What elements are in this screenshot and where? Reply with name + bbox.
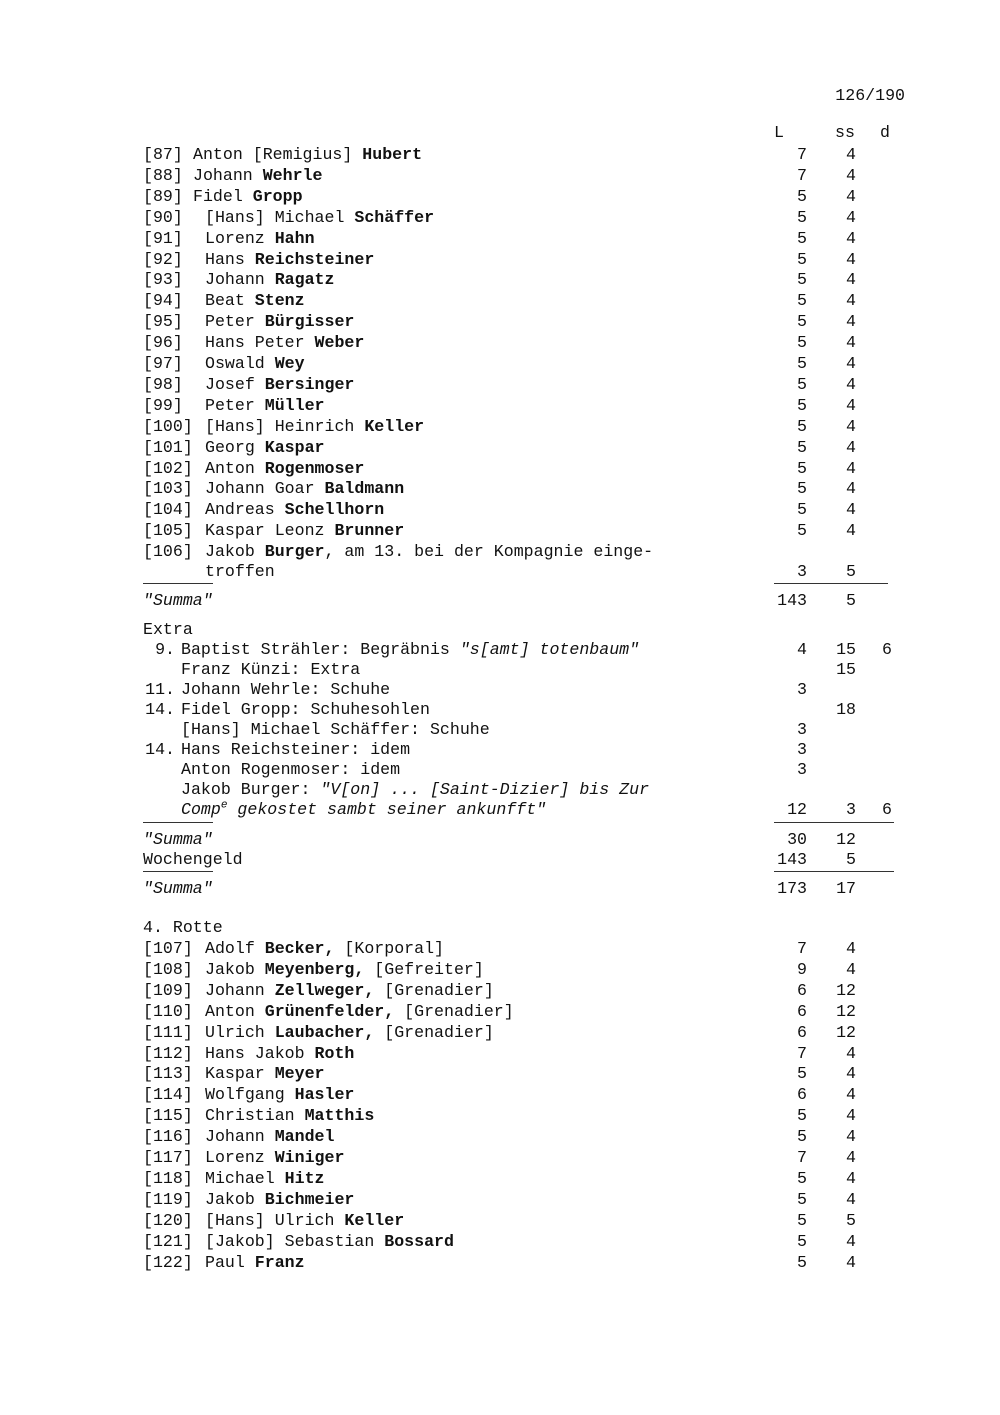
amount-l: 5 bbox=[797, 1252, 807, 1272]
amount-l: 5 bbox=[797, 521, 807, 541]
entry-name: [Hans] Michael Schäffer bbox=[205, 207, 435, 227]
column-header-l: L bbox=[774, 123, 784, 142]
amount-ss: 4 bbox=[846, 437, 856, 457]
entry-number: [89] bbox=[143, 186, 183, 206]
amount-l: 5 bbox=[797, 312, 807, 332]
summa-row bbox=[0, 878, 1000, 899]
amount-l: 5 bbox=[797, 1168, 807, 1188]
amount-l: 5 bbox=[797, 437, 807, 457]
entry-name: Lorenz Hahn bbox=[205, 228, 315, 248]
amount-ss: 4 bbox=[846, 939, 856, 958]
extra-line bbox=[0, 679, 1000, 700]
amount-l: 173 bbox=[777, 879, 807, 898]
amount-l: 5 bbox=[797, 1210, 807, 1230]
extra-day: 9. bbox=[155, 640, 175, 659]
amount-ss: 4 bbox=[846, 228, 856, 248]
entry-number: [96] bbox=[143, 333, 183, 353]
entry-number: [114] bbox=[143, 1085, 193, 1105]
amount-ss: 4 bbox=[846, 416, 856, 436]
entry-number: [102] bbox=[143, 458, 193, 478]
amount-l: 6 bbox=[797, 1085, 807, 1105]
amount-ss: 4 bbox=[846, 479, 856, 499]
divider bbox=[774, 822, 894, 823]
entry-number: [118] bbox=[143, 1168, 193, 1188]
amount-ss: 4 bbox=[846, 959, 856, 979]
entry-number: [122] bbox=[143, 1252, 193, 1272]
amount-l: 5 bbox=[797, 1127, 807, 1147]
list-item bbox=[0, 249, 1000, 270]
entry-name: Wolfgang Hasler bbox=[205, 1085, 355, 1105]
amount-ss: 5 bbox=[846, 562, 856, 581]
entry-name: Peter Müller bbox=[205, 395, 325, 415]
entry-number: [100] bbox=[143, 416, 193, 436]
divider bbox=[774, 871, 894, 872]
amount-l: 5 bbox=[797, 479, 807, 499]
amount-l: 7 bbox=[797, 165, 807, 185]
extra-line bbox=[0, 779, 1000, 800]
divider bbox=[143, 822, 213, 823]
amount-ss: 4 bbox=[846, 1148, 856, 1167]
list-item bbox=[0, 1043, 1000, 1064]
amount-l: 30 bbox=[787, 830, 807, 849]
list-item bbox=[0, 228, 1000, 249]
entry-name: Kaspar Leonz Brunner bbox=[205, 521, 405, 541]
entry-name: Hans Peter Weber bbox=[205, 333, 365, 353]
amount-l: 4 bbox=[797, 640, 807, 659]
amount-l: 9 bbox=[797, 959, 807, 979]
amount-ss: 4 bbox=[846, 1106, 856, 1126]
list-item bbox=[0, 395, 1000, 416]
entry-number: [108] bbox=[143, 959, 193, 979]
extra-day: 11. bbox=[145, 680, 175, 699]
amount-ss: 4 bbox=[846, 1231, 856, 1251]
list-item bbox=[0, 1001, 1000, 1022]
amount-ss: 4 bbox=[846, 186, 856, 206]
extra-line bbox=[0, 719, 1000, 740]
amount-ss: 4 bbox=[846, 291, 856, 311]
amount-l: 5 bbox=[797, 1189, 807, 1209]
extra-heading: Extra bbox=[143, 620, 193, 639]
entry-name: Jakob Burger, am 13. bei der Kompagnie einge- bbox=[205, 542, 654, 561]
extra-day: 14. bbox=[145, 740, 175, 759]
page-number: 126/190 bbox=[835, 86, 905, 105]
amount-l: 143 bbox=[777, 591, 807, 610]
entry-number: [111] bbox=[143, 1022, 193, 1042]
amount-l: 3 bbox=[797, 562, 807, 581]
list-item bbox=[0, 980, 1000, 1001]
entry-name: Lorenz Winiger bbox=[205, 1148, 345, 1167]
entry-number: [99] bbox=[143, 395, 183, 415]
amount-l: 3 bbox=[797, 720, 807, 739]
amount-l: 6 bbox=[797, 980, 807, 1000]
list-item bbox=[0, 332, 1000, 353]
amount-l: 5 bbox=[797, 228, 807, 248]
amount-ss: 18 bbox=[836, 700, 856, 719]
list-item bbox=[0, 437, 1000, 458]
list-item bbox=[0, 1147, 1000, 1168]
list-item bbox=[0, 1126, 1000, 1147]
entry-name: Paul Franz bbox=[205, 1252, 305, 1272]
amount-l: 7 bbox=[797, 939, 807, 958]
entry-continuation: troffen bbox=[205, 562, 275, 581]
amount-l: 5 bbox=[797, 395, 807, 415]
list-item bbox=[0, 1252, 1000, 1273]
list-item bbox=[0, 311, 1000, 332]
entry-name: Johann Mandel bbox=[205, 1127, 335, 1147]
amount-ss: 4 bbox=[846, 374, 856, 394]
entry-number: [107] bbox=[143, 939, 193, 958]
entry-number: [121] bbox=[143, 1231, 193, 1251]
entry-number: [98] bbox=[143, 374, 183, 394]
extra-last-line bbox=[0, 799, 1000, 820]
amount-ss: 12 bbox=[836, 830, 856, 849]
amount-l: 12 bbox=[787, 800, 807, 819]
entry-number: [105] bbox=[143, 521, 193, 541]
entry-name: Josef Bersinger bbox=[205, 374, 355, 394]
amount-d: 6 bbox=[882, 800, 892, 819]
entry-name: Hans Reichsteiner bbox=[205, 249, 375, 269]
entry-name: Johann Zellweger, [Grenadier] bbox=[205, 980, 494, 1000]
amount-l: 7 bbox=[797, 1148, 807, 1167]
amount-l: 3 bbox=[797, 740, 807, 759]
entry-name: Anton Rogenmoser bbox=[205, 458, 365, 478]
amount-l: 5 bbox=[797, 249, 807, 269]
list-item-continuation bbox=[0, 561, 1000, 582]
wochengeld-label: Wochengeld bbox=[143, 850, 243, 869]
amount-l: 5 bbox=[797, 291, 807, 311]
amount-l: 5 bbox=[797, 1106, 807, 1126]
list-item bbox=[0, 938, 1000, 959]
amount-l: 5 bbox=[797, 500, 807, 520]
entry-name: Jakob Bichmeier bbox=[205, 1189, 355, 1209]
rotte-4-heading: 4. Rotte bbox=[143, 918, 223, 937]
amount-l: 143 bbox=[777, 850, 807, 869]
entry-name: Ulrich Laubacher, [Grenadier] bbox=[205, 1022, 494, 1042]
list-item bbox=[0, 959, 1000, 980]
amount-ss: 4 bbox=[846, 1064, 856, 1084]
entry-name: Johann Goar Baldmann bbox=[205, 479, 405, 499]
list-item bbox=[0, 1063, 1000, 1084]
amount-ss: 4 bbox=[846, 207, 856, 227]
amount-ss: 4 bbox=[846, 354, 856, 373]
entry-name: Anton Grünenfelder, [Grenadier] bbox=[205, 1001, 514, 1021]
entry-number: [120] bbox=[143, 1210, 193, 1230]
list-item bbox=[0, 374, 1000, 395]
entry-number: [110] bbox=[143, 1001, 193, 1021]
amount-ss: 5 bbox=[846, 1210, 856, 1230]
entry-number: [87] bbox=[143, 145, 183, 164]
amount-l: 5 bbox=[797, 333, 807, 353]
summa-label: "Summa" bbox=[143, 591, 213, 610]
amount-ss: 4 bbox=[846, 521, 856, 541]
entry-number: [91] bbox=[143, 228, 183, 248]
list-item bbox=[0, 269, 1000, 290]
list-item bbox=[0, 541, 1000, 562]
amount-l: 5 bbox=[797, 374, 807, 394]
amount-ss: 4 bbox=[846, 1252, 856, 1272]
entry-name: Johann Ragatz bbox=[205, 270, 335, 290]
extra-text: [Hans] Michael Schäffer: Schuhe bbox=[181, 720, 490, 739]
list-item bbox=[0, 1105, 1000, 1126]
extra-line bbox=[0, 659, 1000, 680]
entry-number: [92] bbox=[143, 249, 183, 269]
extra-line bbox=[0, 759, 1000, 780]
divider bbox=[143, 871, 213, 872]
amount-l: 7 bbox=[797, 145, 807, 164]
extra-text: Franz Künzi: Extra bbox=[181, 660, 361, 679]
entry-number: [112] bbox=[143, 1043, 193, 1063]
summa-row bbox=[0, 829, 1000, 850]
amount-l: 5 bbox=[797, 186, 807, 206]
amount-ss: 4 bbox=[846, 1043, 856, 1063]
entry-name: Georg Kaspar bbox=[205, 437, 325, 457]
amount-ss: 4 bbox=[846, 333, 856, 353]
entry-name: Andreas Schellhorn bbox=[205, 500, 385, 520]
extra-text: Anton Rogenmoser: idem bbox=[181, 760, 401, 779]
list-item bbox=[0, 1022, 1000, 1043]
entry-number: [93] bbox=[143, 270, 183, 290]
extra-line bbox=[0, 739, 1000, 760]
amount-d: 6 bbox=[882, 640, 892, 659]
entry-number: [94] bbox=[143, 291, 183, 311]
amount-ss: 4 bbox=[846, 249, 856, 269]
extra-text: Hans Reichsteiner: idem bbox=[181, 740, 411, 759]
list-item bbox=[0, 165, 1000, 186]
extra-text: Jakob Burger: "V[on] ... [Saint-Dizier] bis Zur bbox=[181, 780, 650, 799]
list-item bbox=[0, 1210, 1000, 1231]
amount-ss: 4 bbox=[846, 1168, 856, 1188]
extra-day: 14. bbox=[145, 700, 175, 719]
list-item bbox=[0, 458, 1000, 479]
entry-name: Oswald Wey bbox=[205, 354, 305, 373]
list-item bbox=[0, 478, 1000, 499]
entry-number: [109] bbox=[143, 980, 193, 1000]
summa-label: "Summa" bbox=[143, 879, 213, 898]
extra-heading-row bbox=[0, 619, 1000, 640]
rotte-4-heading-row bbox=[0, 917, 1000, 938]
summa-row bbox=[0, 590, 1000, 611]
summa-label: "Summa" bbox=[143, 830, 213, 849]
amount-ss: 15 bbox=[836, 660, 856, 679]
entry-name: Kaspar Meyer bbox=[205, 1064, 325, 1084]
amount-ss: 4 bbox=[846, 500, 856, 520]
entry-name: Johann Wehrle bbox=[193, 165, 323, 185]
entry-name: Christian Matthis bbox=[205, 1106, 375, 1126]
amount-l: 5 bbox=[797, 354, 807, 373]
column-header-ss: ss bbox=[835, 123, 855, 142]
entry-name: [Jakob] Sebastian Bossard bbox=[205, 1231, 454, 1251]
entry-number: [104] bbox=[143, 500, 193, 520]
amount-l: 6 bbox=[797, 1001, 807, 1021]
list-item bbox=[0, 207, 1000, 228]
amount-ss: 4 bbox=[846, 1127, 856, 1147]
divider bbox=[143, 583, 213, 584]
entry-name: Jakob Meyenberg, [Gefreiter] bbox=[205, 959, 484, 979]
list-item bbox=[0, 499, 1000, 520]
amount-ss: 12 bbox=[836, 1001, 856, 1021]
amount-ss: 4 bbox=[846, 1189, 856, 1209]
amount-l: 5 bbox=[797, 207, 807, 227]
entry-name: Adolf Becker, [Korporal] bbox=[205, 939, 445, 958]
amount-ss: 4 bbox=[846, 395, 856, 415]
list-item bbox=[0, 144, 1000, 165]
entry-name: Beat Stenz bbox=[205, 291, 305, 311]
entry-name: Michael Hitz bbox=[205, 1168, 325, 1188]
column-header-d: d bbox=[880, 123, 890, 142]
amount-l: 5 bbox=[797, 1064, 807, 1084]
amount-ss: 5 bbox=[846, 591, 856, 610]
amount-l: 3 bbox=[797, 680, 807, 699]
entry-number: [90] bbox=[143, 207, 183, 227]
entry-number: [115] bbox=[143, 1106, 193, 1126]
amount-ss: 17 bbox=[836, 879, 856, 898]
list-item bbox=[0, 1231, 1000, 1252]
divider bbox=[774, 583, 888, 584]
entry-number: [97] bbox=[143, 354, 183, 373]
list-item bbox=[0, 1084, 1000, 1105]
amount-ss: 4 bbox=[846, 270, 856, 290]
entry-number: [103] bbox=[143, 479, 193, 499]
entry-number: [101] bbox=[143, 437, 193, 457]
amount-l: 5 bbox=[797, 416, 807, 436]
extra-line bbox=[0, 699, 1000, 720]
entry-number: [119] bbox=[143, 1189, 193, 1209]
extra-text: Comp$^e$ gekostet sambt seiner ankunfft" bbox=[181, 799, 547, 819]
entry-name: [Hans] Heinrich Keller bbox=[205, 416, 425, 436]
amount-l: 5 bbox=[797, 270, 807, 290]
amount-l: 7 bbox=[797, 1043, 807, 1063]
amount-ss: 4 bbox=[846, 1085, 856, 1105]
amount-ss: 4 bbox=[846, 145, 856, 164]
amount-l: 6 bbox=[797, 1022, 807, 1042]
entry-number: [88] bbox=[143, 165, 183, 185]
entry-number: [95] bbox=[143, 312, 183, 332]
amount-ss: 4 bbox=[846, 312, 856, 332]
list-item bbox=[0, 416, 1000, 437]
extra-text: Johann Wehrle: Schuhe bbox=[181, 680, 391, 699]
amount-ss: 12 bbox=[836, 1022, 856, 1042]
entry-name: [Hans] Ulrich Keller bbox=[205, 1210, 405, 1230]
entry-number: [106] bbox=[143, 542, 193, 561]
amount-ss: 4 bbox=[846, 458, 856, 478]
amount-ss: 3 bbox=[846, 800, 856, 819]
entry-name: Hans Jakob Roth bbox=[205, 1043, 355, 1063]
entry-name: Fidel Gropp bbox=[193, 186, 303, 206]
list-item bbox=[0, 186, 1000, 207]
extra-line bbox=[0, 639, 1000, 660]
amount-ss: 4 bbox=[846, 165, 856, 185]
entry-number: [113] bbox=[143, 1064, 193, 1084]
list-item bbox=[0, 1168, 1000, 1189]
list-item bbox=[0, 520, 1000, 541]
extra-text: Fidel Gropp: Schuhesohlen bbox=[181, 700, 430, 719]
amount-ss: 5 bbox=[846, 850, 856, 869]
list-item bbox=[0, 1189, 1000, 1210]
amount-l: 5 bbox=[797, 458, 807, 478]
wochengeld-row bbox=[0, 849, 1000, 870]
entry-number: [116] bbox=[143, 1127, 193, 1147]
amount-ss: 15 bbox=[836, 640, 856, 659]
entry-name: Peter Bürgisser bbox=[205, 312, 355, 332]
entry-number: [117] bbox=[143, 1148, 193, 1167]
amount-ss: 12 bbox=[836, 980, 856, 1000]
amount-l: 3 bbox=[797, 760, 807, 779]
entry-name: Anton [Remigius] Hubert bbox=[193, 145, 423, 164]
amount-l: 5 bbox=[797, 1231, 807, 1251]
list-item bbox=[0, 353, 1000, 374]
list-item bbox=[0, 290, 1000, 311]
extra-text: Baptist Strähler: Begräbnis "s[amt] totenbaum" bbox=[181, 640, 640, 659]
